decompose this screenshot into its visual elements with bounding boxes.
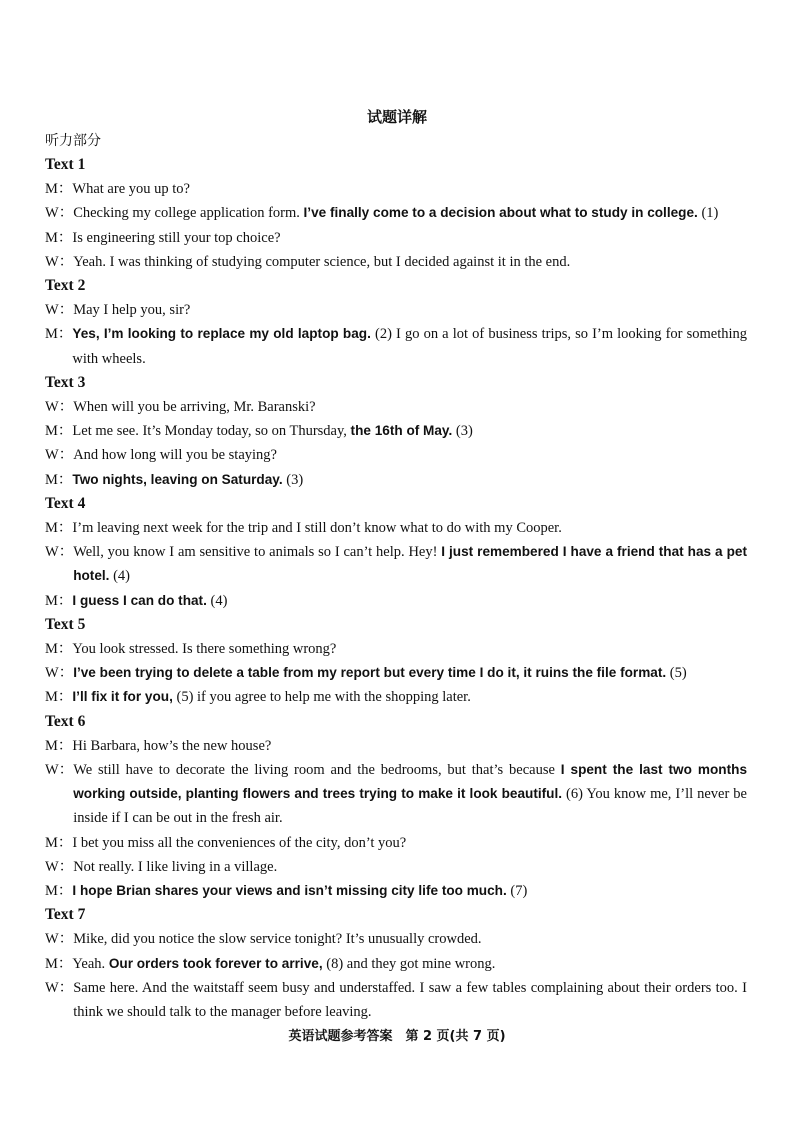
dialogue-line [45,443,747,467]
answer-highlight: Two nights, leaving on Saturday. [72,471,283,487]
utterance-text: May I help you, sir? [73,302,191,319]
utterance-text: (3) [452,423,473,440]
text-heading: Text 4 [45,494,86,512]
speaker-name: W [45,205,59,222]
section-label: 听力部分 [45,133,101,149]
speaker-label: M： [45,326,73,343]
speaker-label: W： [45,447,74,464]
utterance-text: Not really. I like living in a village. [73,858,278,875]
utterance [72,419,747,443]
speaker-name: M [45,955,58,972]
speaker-label: W： [45,302,74,319]
utterance [73,250,747,274]
speaker-label: M： [45,737,73,754]
speaker-name: M [45,883,58,899]
utterance-text: We still have to decorate the living room and the bedrooms, but that’s because [73,761,561,778]
utterance [73,443,747,467]
speaker-label: M： [45,592,73,609]
utterance-text: I’m leaving next week for the trip and I still don’t know what to do with my Cooper. [72,519,562,536]
dialogue-line [45,226,747,250]
utterance [72,952,747,976]
utterance [73,855,747,879]
dialogue-line [45,516,747,540]
speaker-label: M： [45,883,73,899]
text-heading: Text 6 [45,712,86,730]
utterance [72,637,747,661]
speaker-name: M [45,519,58,536]
utterance [73,298,747,322]
speaker-name: M [45,326,58,343]
dialogue-line [45,250,747,274]
utterance-text: Yeah. I was thinking of studying computer science, but I decided against it in the end. [73,253,571,270]
speaker-label: M： [45,423,73,440]
speaker-name: W [45,544,59,561]
text-heading: Text 7 [45,906,86,924]
speaker-name: M [45,834,58,851]
speaker-label: M： [45,689,73,706]
speaker-label: W： [45,253,74,270]
utterance-text: Same here. And the waitstaff seem busy and understaffed. I saw a few tables complaining about their orders too. I think we should talk to the manager before leaving. [73,979,747,1020]
answer-highlight: I spent the last two months working outside, planting flowers and trees trying to make it look beautiful. [73,761,748,802]
speaker-name: M [45,423,58,440]
speaker-name: M [45,737,58,754]
answer-highlight: Yes, I’m looking to replace my old laptop bag. [72,326,371,342]
dialogue-line [45,855,747,879]
utterance-text: (4) [206,592,228,609]
utterance-text: Checking my college application form. [73,205,304,222]
utterance [73,395,747,419]
speaker-name: W [45,253,59,270]
speaker-name: M [45,229,58,246]
dialogue-line [45,637,747,661]
utterance [72,831,747,855]
speaker-label: M： [45,955,73,972]
dialogue-line [45,976,747,1024]
speaker-name: W [45,302,59,319]
utterance-text: What are you up to? [72,181,190,198]
listening-transcript [45,129,747,1024]
utterance-text: (5) if you agree to help me with the shopping later. [172,689,471,706]
speaker-label: M： [45,229,73,246]
utterance-text: When will you be arriving, Mr. Baranski? [73,398,316,415]
speaker-name: W [45,931,59,948]
utterance-text: I bet you miss all the conveniences of the city, don’t you? [72,834,407,851]
dialogue-line [45,879,747,903]
speaker-name: M [45,640,58,657]
speaker-label: W： [45,858,74,875]
utterance [73,661,747,685]
speaker-name: W [45,858,59,875]
speaker-label: W： [45,544,74,561]
text-heading: Text 2 [45,277,86,294]
answer-highlight: I hope Brian shares your views and isn’t missing city life too much. [72,883,507,898]
text-heading: Text 5 [45,615,86,633]
utterance-text: (7) [506,883,528,899]
utterance-text: Mike, did you notice the slow service tonight? It’s unusually crowded. [73,931,482,948]
utterance [72,685,747,709]
answer-highlight: I’ll fix it for you, [72,689,173,705]
utterance-text: (6) You know me, I’ll never be inside if I can be out in the fresh air. [73,786,747,827]
utterance [73,758,747,831]
utterance-text: (3) [282,471,304,488]
dialogue-line [45,661,747,685]
utterance [73,540,747,588]
dialogue-line [45,419,747,443]
speaker-name: M [45,689,58,706]
utterance [72,734,747,758]
dialogue-line [45,927,747,951]
dialogue-line [45,589,747,613]
dialogue-line [45,298,747,322]
speaker-label: M： [45,834,73,851]
utterance-text: (2) I go on a lot of business trips, so I’m looking for something with wheels. [72,326,748,367]
utterance [72,589,747,613]
dialogue-line [45,952,747,976]
dialogue-line [45,685,747,709]
answer-highlight: I guess I can do that. [72,592,207,608]
answer-highlight: I’ve been trying to delete a table from my report but every time I do it, it ruins the file format. [73,665,667,681]
utterance [72,322,747,370]
dialogue-line [45,831,747,855]
utterance [73,927,747,951]
speaker-label: W： [45,761,74,778]
text-heading: Text 1 [45,156,86,173]
utterance-text: (4) [109,568,130,585]
speaker-name: W [45,398,59,415]
dialogue-line [45,201,747,225]
speaker-name: W [45,665,59,682]
speaker-name: M [45,592,58,609]
answer-highlight: I just remembered I have a friend that has a pet hotel. [73,544,747,584]
utterance-text: And how long will you be staying? [73,447,277,464]
utterance [73,976,747,1024]
utterance-text: Let me see. It’s Monday today, so on Thursday, [72,423,351,440]
answer-highlight: Our orders took forever to arrive, [108,955,323,971]
utterance-text: Well, you know I am sensitive to animals so I can’t help. Hey! [73,544,442,561]
speaker-name: W [45,979,59,996]
dialogue-line [45,734,747,758]
utterance-text: Is engineering still your top choice? [72,229,281,246]
dialogue-line [45,758,747,831]
dialogue-line [45,322,747,370]
utterance-text: Yeah. [72,955,109,972]
utterance-text: (8) and they got mine wrong. [322,955,496,972]
speaker-label: W： [45,665,74,682]
text-heading: Text 3 [45,373,86,391]
speaker-name: W [45,447,59,464]
utterance-text: Hi Barbara, how’s the new house? [72,737,272,754]
speaker-name: M [45,181,58,198]
answer-highlight: the 16th of May. [350,423,453,439]
utterance [72,177,747,201]
speaker-label: W： [45,205,74,222]
utterance [72,468,747,492]
speaker-label: W： [45,398,74,415]
speaker-label: W： [45,979,74,996]
speaker-label: W： [45,931,74,948]
speaker-label: M： [45,640,73,657]
dialogue-line [45,540,747,588]
utterance-text: (5) [666,665,687,682]
speaker-label: M： [45,519,73,536]
utterance-text: You look stressed. Is there something wrong? [72,640,337,657]
dialogue-line [45,177,747,201]
dialogue-line [45,468,747,492]
utterance [72,226,747,250]
dialogue-line [45,395,747,419]
utterance-text: (1) [697,205,719,222]
utterance [72,879,747,903]
speaker-label: M： [45,181,73,198]
utterance [72,516,747,540]
page-footer: 英语试题参考答案 第 2 页(共 7 页) [288,1029,506,1044]
utterance [73,201,747,225]
speaker-name: M [45,471,58,488]
speaker-name: W [45,761,59,778]
page-title: 试题详解 [366,108,427,126]
answer-highlight: I’ve finally come to a decision about what to study in college. [303,205,698,221]
speaker-label: M： [45,471,73,488]
